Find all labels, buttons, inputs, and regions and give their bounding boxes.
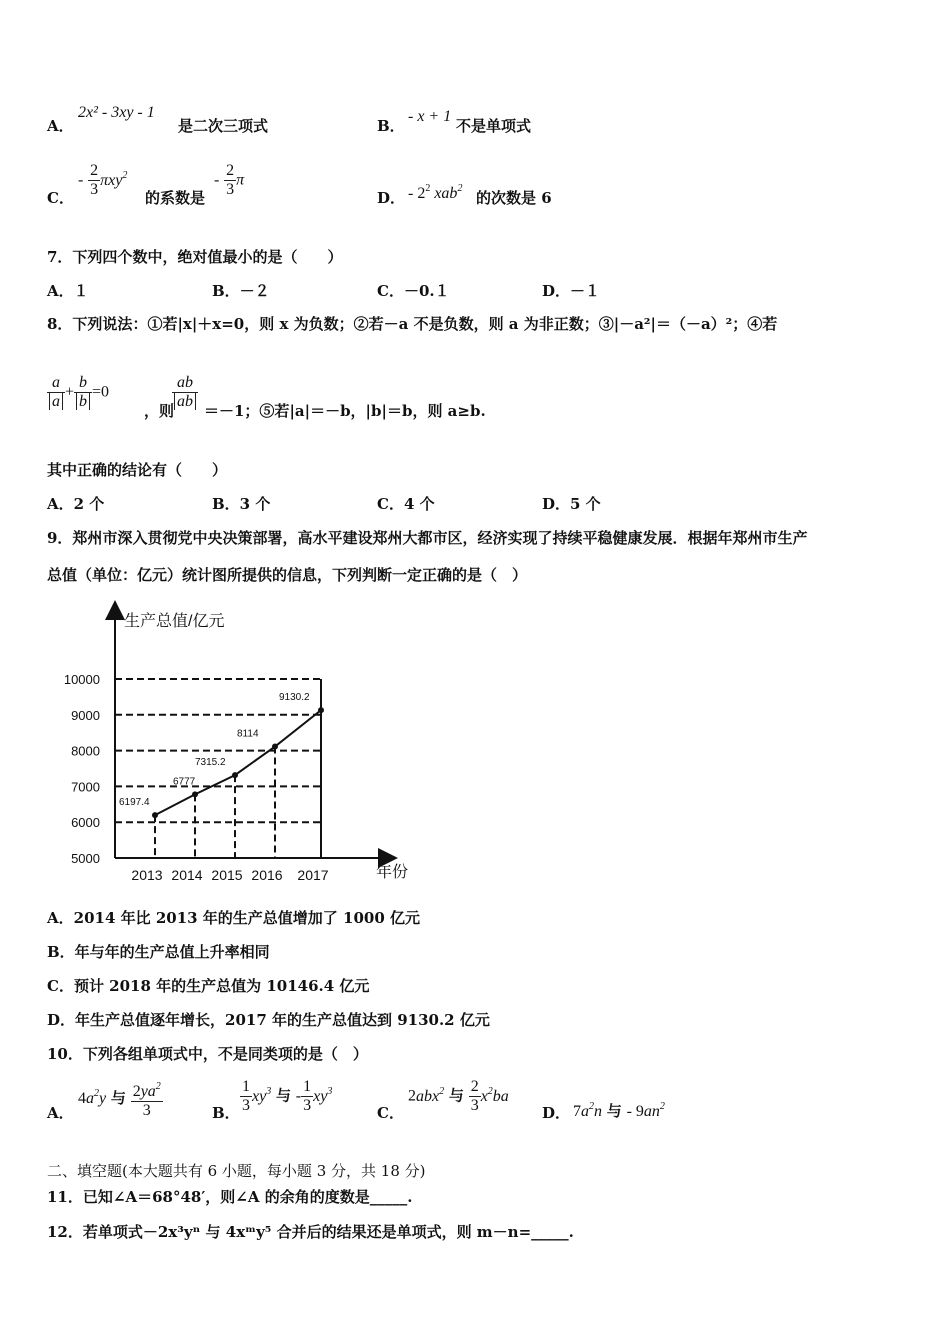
q10-option-b-label: B． (212, 1104, 240, 1122)
q12-blank: _____. (531, 1223, 574, 1241)
q6-option-c-expr: - $\frac{2}{3}$ πxy$^2$ (78, 162, 128, 198)
q6-option-b-label: B． (377, 117, 405, 135)
data-point-2014 (192, 791, 198, 797)
data-point-2016 (272, 744, 278, 750)
q6-option-a-text: 是二次三项式 (178, 117, 269, 135)
y-tick-label-5000: 5000 (71, 851, 100, 866)
data-point-2017 (318, 707, 324, 713)
x-tick-label-2015: 2015 (211, 867, 243, 883)
data-label-2013: 6197.4 (119, 797, 150, 809)
q6-option-d-label: D． (377, 189, 406, 207)
q7-option-b: B．－２ (212, 282, 270, 300)
q9-option-b: B．年与年的生产总值上升率相同 (47, 943, 270, 961)
q10-option-a-label: A． (47, 1104, 74, 1122)
y-tick-label-6000: 6000 (71, 815, 100, 831)
q8-option-b: B．3 个 (212, 495, 271, 513)
q10-option-d-label: D． (542, 1104, 571, 1122)
y-tick-label-7000: 7000 (71, 779, 100, 795)
x-tick-label-2013: 2013 (131, 867, 163, 883)
q8-stem: 8．下列说法：①若|x|＋x=0，则 x 为负数；②若－a 不是负数，则 a 为非正数；③|－a²|＝（－a）²；④若 (47, 315, 778, 333)
q10-d-connector: 与 (606, 1102, 622, 1120)
q8-option-c: C．4 个 (377, 495, 435, 513)
q11-text: 11．已知∠A＝68°48′，则∠A 的余角的度数是_____. (47, 1188, 413, 1206)
q6-option-a-expr: 2x² - 3xy - 1 (78, 104, 155, 121)
q6-option-d-expr: - $2^2$ xab$^2$ (408, 183, 463, 202)
q10-option-b-expr: $\frac{1}{3}$ $xy^3$ 与 - $\frac{1}{3}$ $xy^3$ (242, 1078, 333, 1114)
q6-option-c-text: 的系数是 (145, 189, 206, 207)
q10-b-connector: 与 (275, 1086, 291, 1105)
x-tick-label-2016: 2016 (251, 867, 283, 883)
q6-option-d-text: 的次数是 6 (476, 189, 552, 207)
q10-option-c-expr: 2abx$^2$ 与 $\frac{2}{3}$ $x^2ba$ (408, 1078, 509, 1114)
q9-option-a: A．2014 年比 2013 年的生产总值增加了 1000 亿元 (47, 909, 420, 927)
q7-option-d: D．－１ (542, 282, 601, 300)
q8-conclusion: 其中正确的结论有（ ） (47, 461, 228, 479)
q6-option-b-text: 不是单项式 (456, 117, 532, 135)
q6-option-a-label: A． (47, 117, 74, 135)
q8-line2-end: ＝－1；⑤若|a|＝－b，|b|＝b，则 a≥b. (204, 402, 486, 420)
q6-option-c-label: C． (47, 189, 74, 207)
q9-option-c: C．预计 2018 年的生产总值为 10146.4 亿元 (47, 977, 370, 995)
y-tick-label-9000: 9000 (71, 707, 100, 723)
q7-option-c: C．－0.１ (377, 282, 450, 300)
x-tick-label-2017: 2017 (297, 867, 329, 883)
data-label-2017: 9130.2 (279, 692, 310, 704)
data-label-2015: 7315.2 (195, 757, 226, 769)
gdp-line (155, 710, 321, 815)
q10-option-a-expr: $4a^2y$ 与 $\frac{2ya^2}{3}$ (78, 1078, 163, 1120)
q10-option-d-expr: $7a^2n$ 与 - $9an^2$ (573, 1101, 665, 1120)
q12-text (47, 1221, 574, 1242)
q10-c-connector: 与 (448, 1086, 464, 1105)
q8-option-a: A．2 个 (47, 495, 105, 513)
q10-stem: 10．下列各组单项式中，不是同类项的是（ ） (47, 1045, 368, 1063)
y-tick-label-8000: 8000 (71, 743, 100, 759)
q9-stem-line1: 9．郑州市深入贯彻党中央决策部署，高水平建设郑州大都市区，经济实现了持续平稳健康发展．根据年郑州市生产 (47, 529, 808, 547)
x-tick-label-2014: 2014 (171, 867, 203, 883)
q7-option-a: A．１ (47, 282, 89, 300)
data-label-2014: 6777 (173, 776, 196, 788)
q6-option-b-expr: - x + 1 (408, 108, 452, 125)
data-point-2015 (232, 772, 238, 778)
x-axis-label: 年份 (376, 864, 409, 881)
q6-option-c-coeff: - $\frac{2}{3}$ π (214, 162, 245, 198)
q7-stem: 7．下列四个数中，绝对值最小的是（ ） (47, 248, 343, 266)
data-point-2013 (152, 812, 158, 818)
q8-formula-1: $\frac{a}{a}$ + $\frac{b}{b}$ =0 (47, 374, 109, 411)
q10-option-c-label: C． (377, 1104, 404, 1122)
q8-option-d: D．5 个 (542, 495, 601, 513)
gdp-line-chart (40, 598, 440, 898)
data-label-2016: 8114 (237, 728, 259, 740)
y-tick-label-10000: 10000 (63, 672, 100, 687)
q9-option-d: D．年生产总值逐年增长，2017 年的生产总值达到 9130.2 亿元 (47, 1011, 490, 1029)
q10-a-connector: 与 (110, 1089, 126, 1107)
q8-line2-text: ，则 (144, 402, 175, 420)
section2-title: 二、填空题(本大题共有 6 小题，每小题 3 分，共 18 分) (47, 1162, 426, 1180)
y-axis-label: 生产总值/亿元 (124, 613, 225, 630)
q9-stem-line2: 总值（单位：亿元）统计图所提供的信息，下列判断一定正确的是（ ） (47, 566, 528, 584)
q12-stem: 12．若单项式－2x³yⁿ 与 4xᵐy⁵ 合并后的结果还是单项式，则 m－n= (47, 1223, 532, 1241)
q8-formula-2: $\frac{ab}{ab}$ (172, 374, 198, 411)
